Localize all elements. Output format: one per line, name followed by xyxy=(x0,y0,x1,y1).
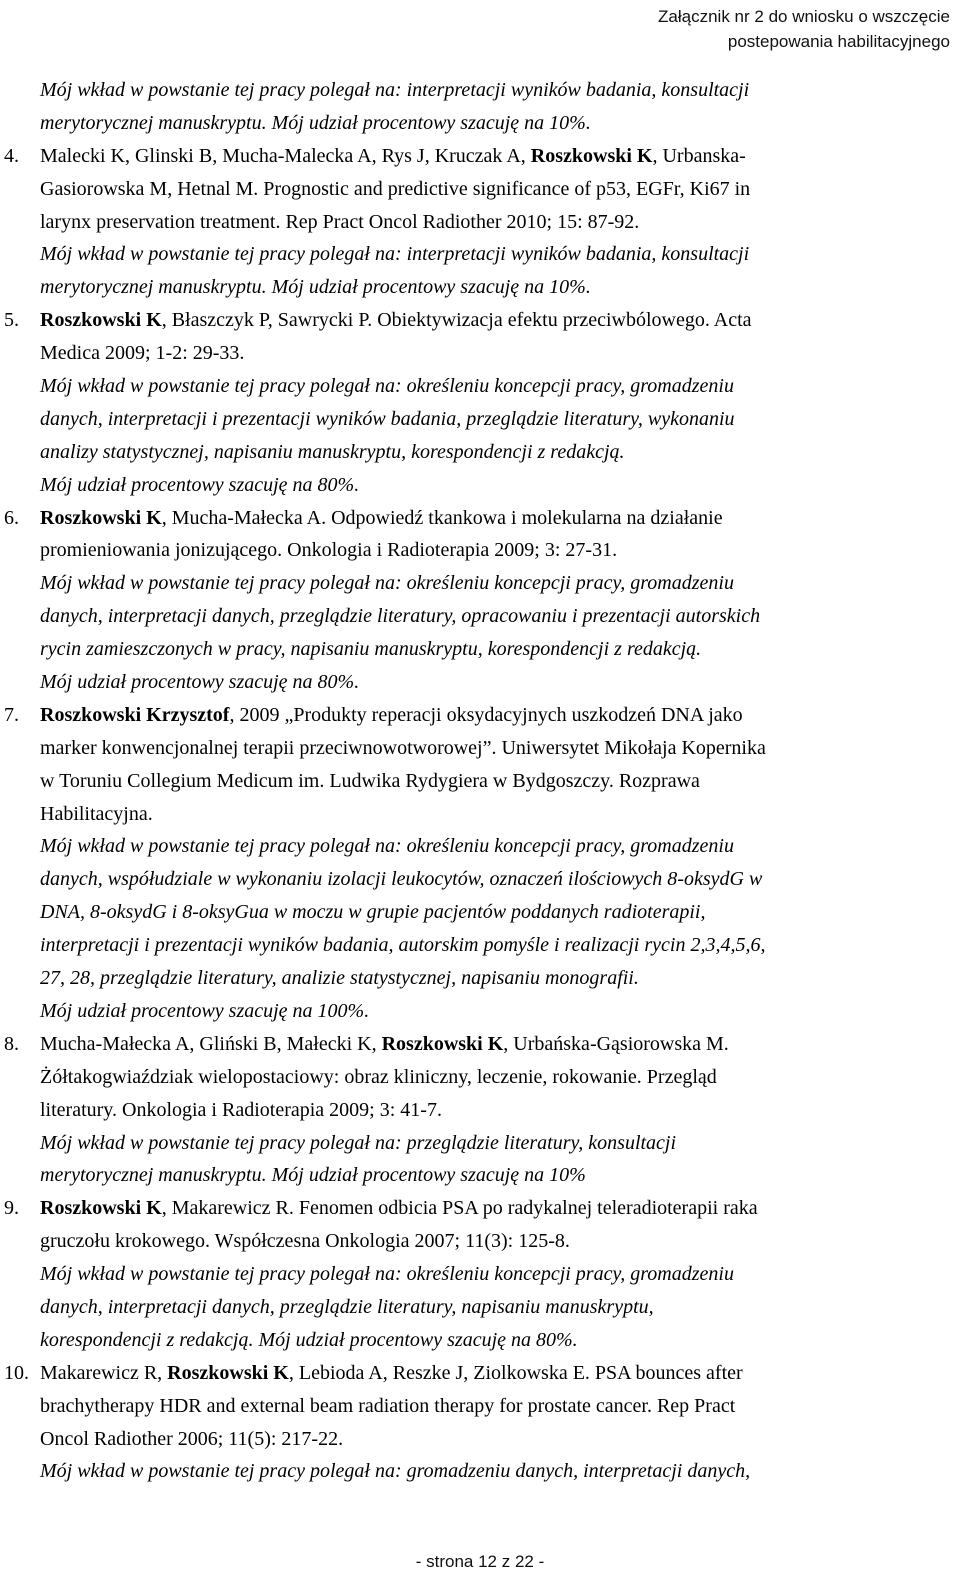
text-segment: danych, interpretacji danych, przeglądzie literatury, napisaniu manuskryptu, xyxy=(40,1295,654,1318)
author-name-bold: Roszkowski K xyxy=(40,506,162,529)
contribution-text-line xyxy=(0,1291,960,1324)
citation-text-line xyxy=(0,140,960,173)
list-item-number: 8. xyxy=(4,1032,19,1055)
text-segment: danych, współudziale w wykonaniu izolacji leukocytów, oznaczeń ilościowych 8-oksydG w xyxy=(40,868,763,891)
citation-text-line xyxy=(0,699,960,732)
text-segment: Mój wkład w powstanie tej pracy polegał na: interpretacji wyników badania, konsultacji xyxy=(40,79,750,101)
list-item-number: 4. xyxy=(4,144,19,167)
text-segment: , 2009 „Produkty reperacji oksydacyjnych uszkodzeń DNA jako xyxy=(229,703,743,726)
contribution-text-line xyxy=(0,995,960,1028)
citation-text-line xyxy=(0,1225,960,1258)
author-name-bold: Roszkowski K xyxy=(381,1032,504,1055)
page-number: - strona 12 z 22 - xyxy=(415,1552,545,1571)
author-name-bold: Roszkowski K xyxy=(40,309,162,332)
text-segment: Mój wkład w powstanie tej pracy polegał na: określeniu koncepcji pracy, gromadzeniu xyxy=(40,375,734,398)
text-segment: marker konwencjonalnej terapii przeciwnowotworowej”. Uniwersytet Mikołaja Kopernika xyxy=(40,736,766,759)
text-segment: 27, 28, przeglądzie literatury, analizie statystycznej, napisaniu monografii. xyxy=(40,967,639,990)
author-name-bold: Roszkowski K xyxy=(40,1197,162,1220)
contribution-text-line xyxy=(0,863,960,896)
text-segment: Mój wkład w powstanie tej pracy polegał na: przeglądzie literatury, konsultacji xyxy=(40,1131,677,1154)
page-header xyxy=(530,4,950,54)
citation-text-line xyxy=(0,1192,960,1225)
text-segment: merytorycznej manuskryptu. Mój udział procentowy szacuję na 10%. xyxy=(40,111,591,134)
text-segment: Mój wkład w powstanie tej pracy polegał na: określeniu koncepcji pracy, gromadzeniu xyxy=(40,572,734,595)
citation-text-line xyxy=(0,732,960,765)
citation-text-line xyxy=(0,337,960,370)
text-segment: , Błaszczyk P, Sawrycki P. Obiektywizacja efektu przeciwbólowego. Acta xyxy=(161,309,752,332)
list-item-number: 6. xyxy=(4,506,19,529)
text-segment: Makarewicz R, xyxy=(40,1361,168,1384)
citation-text-line xyxy=(0,304,960,337)
text-segment: Mój wkład w powstanie tej pracy polegał na: interpretacji wyników badania, konsultacji xyxy=(40,243,750,266)
contribution-text-line xyxy=(0,403,960,436)
text-segment: Żółtakogwiaździak wielopostaciowy: obraz kliniczny, leczenie, rokowanie. Przegląd xyxy=(40,1065,717,1088)
contribution-text-line xyxy=(0,666,960,699)
text-segment: merytorycznej manuskryptu. Mój udział procentowy szacuję na 10%. xyxy=(40,276,591,299)
contribution-text-line xyxy=(0,633,960,666)
text-segment: gruczołu krokowego. Współczesna Onkologia 2007; 11(3): 125-8. xyxy=(40,1230,570,1253)
text-segment: larynx preservation treatment. Rep Pract Oncol Radiother 2010; 15: 87-92. xyxy=(40,210,640,233)
citation-text-line xyxy=(0,1094,960,1127)
list-item-number: 5. xyxy=(4,309,19,332)
citation-text-line xyxy=(0,534,960,567)
text-segment: literatury. Onkologia i Radioterapia 2009; 3: 41-7. xyxy=(40,1098,442,1121)
contribution-text-line xyxy=(0,436,960,469)
contribution-text-line xyxy=(0,370,960,403)
contribution-text-line xyxy=(0,74,960,107)
author-name-bold: Roszkowski K xyxy=(530,144,653,167)
contribution-text-line xyxy=(0,238,960,271)
contribution-text-line xyxy=(0,1455,960,1488)
text-segment: , Makarewicz R. Fenomen odbicia PSA po radykalnej teleradioterapii raka xyxy=(161,1197,758,1220)
text-segment: , Lebioda A, Reszke J, Ziolkowska E. PSA bounces after xyxy=(288,1361,743,1384)
author-name-bold: Roszkowski Krzysztof xyxy=(40,703,230,726)
text-segment: interpretacji i prezentacji wyników badania, autorskim pomyśle i realizacji rycin 2,3,4,5,6, xyxy=(40,934,766,957)
text-segment: , Urbanska- xyxy=(652,144,746,167)
citation-text-line xyxy=(0,1357,960,1390)
text-segment: , Urbańska-Gąsiorowska M. xyxy=(503,1032,729,1055)
citation-text-line xyxy=(0,1423,960,1456)
text-segment: Habilitacyjna. xyxy=(40,802,153,825)
header-line-1: Załącznik nr 2 do wniosku o wszczęcie xyxy=(658,7,950,26)
citation-text-line xyxy=(0,206,960,239)
author-name-bold: Roszkowski K xyxy=(167,1361,289,1384)
citation-text-line xyxy=(0,1028,960,1061)
text-segment: Oncol Radiother 2006; 11(5): 217-22. xyxy=(40,1427,344,1450)
citation-text-line xyxy=(0,765,960,798)
text-segment: , Mucha-Małecka A. Odpowiedź tkankowa i molekularna na działanie xyxy=(161,506,723,529)
text-segment: Mój udział procentowy szacuję na 80%. xyxy=(40,473,360,496)
list-item-number: 10. xyxy=(4,1361,29,1384)
text-segment: brachytherapy HDR and external beam radiation therapy for prostate cancer. Rep Pract xyxy=(40,1394,736,1417)
text-segment: Mój wkład w powstanie tej pracy polegał na: określeniu koncepcji pracy, gromadzeniu xyxy=(40,835,734,858)
list-item-number: 7. xyxy=(4,703,19,726)
citation-text-line xyxy=(0,502,960,535)
text-segment: DNA, 8-oksydG i 8-oksyGua w moczu w grupie pacjentów poddanych radioterapii, xyxy=(40,901,706,924)
contribution-text-line xyxy=(0,600,960,633)
header-line-2: postepowania habilitacyjnego xyxy=(727,32,950,51)
contribution-text-line xyxy=(0,1324,960,1357)
text-segment: merytorycznej manuskryptu. Mój udział procentowy szacuję na 10% xyxy=(40,1164,586,1187)
text-segment: w Toruniu Collegium Medicum im. Ludwika Rydygiera w Bydgoszczy. Rozprawa xyxy=(40,769,700,792)
citation-text-line xyxy=(0,1390,960,1423)
contribution-text-line xyxy=(0,271,960,304)
text-segment: rycin zamieszczonych w pracy, napisaniu manuskryptu, korespondencji z redakcją. xyxy=(40,638,702,661)
text-segment: Mój wkład w powstanie tej pracy polegał na: gromadzeniu danych, interpretacji danych, xyxy=(40,1460,751,1483)
contribution-text-line xyxy=(0,1127,960,1160)
text-segment: Mój wkład w powstanie tej pracy polegał na: określeniu koncepcji pracy, gromadzeniu xyxy=(40,1263,734,1286)
text-segment: analizy statystycznej, napisaniu manuskryptu, korespondencji z redakcją. xyxy=(40,440,625,463)
citation-text-line xyxy=(0,1061,960,1094)
text-segment: Mój udział procentowy szacuję na 100%. xyxy=(40,999,370,1022)
contribution-text-line xyxy=(0,1258,960,1291)
contribution-text-line xyxy=(0,1159,960,1192)
text-segment: danych, interpretacji i prezentacji wyników badania, przeglądzie literatury, wykonaniu xyxy=(40,407,735,430)
contribution-text-line xyxy=(0,567,960,600)
contribution-text-line xyxy=(0,469,960,502)
text-segment: Malecki K, Glinski B, Mucha-Malecka A, Rys J, Kruczak A, xyxy=(40,144,531,167)
list-item-number: 9. xyxy=(4,1197,19,1220)
contribution-text-line xyxy=(0,962,960,995)
text-segment: Medica 2009; 1-2: 29-33. xyxy=(40,342,245,365)
text-segment: promieniowania jonizującego. Onkologia i Radioterapia 2009; 3: 27-31. xyxy=(40,539,618,562)
contribution-text-line xyxy=(0,107,960,140)
contribution-text-line xyxy=(0,896,960,929)
contribution-text-line xyxy=(0,830,960,863)
text-segment: korespondencji z redakcją. Mój udział procentowy szacuję na 80%. xyxy=(40,1328,578,1351)
text-segment: Mucha-Małecka A, Gliński B, Małecki K, xyxy=(40,1032,382,1055)
citation-text-line xyxy=(0,173,960,206)
publication-list xyxy=(0,74,960,1488)
text-segment: danych, interpretacji danych, przeglądzie literatury, opracowaniu i prezentacji autorskich xyxy=(40,605,761,628)
text-segment: Gasiorowska M, Hetnal M. Prognostic and predictive significance of p53, EGFr, Ki67 in xyxy=(40,177,751,200)
text-segment: Mój udział procentowy szacuję na 80%. xyxy=(40,671,360,694)
contribution-text-line xyxy=(0,929,960,962)
citation-text-line xyxy=(0,798,960,831)
